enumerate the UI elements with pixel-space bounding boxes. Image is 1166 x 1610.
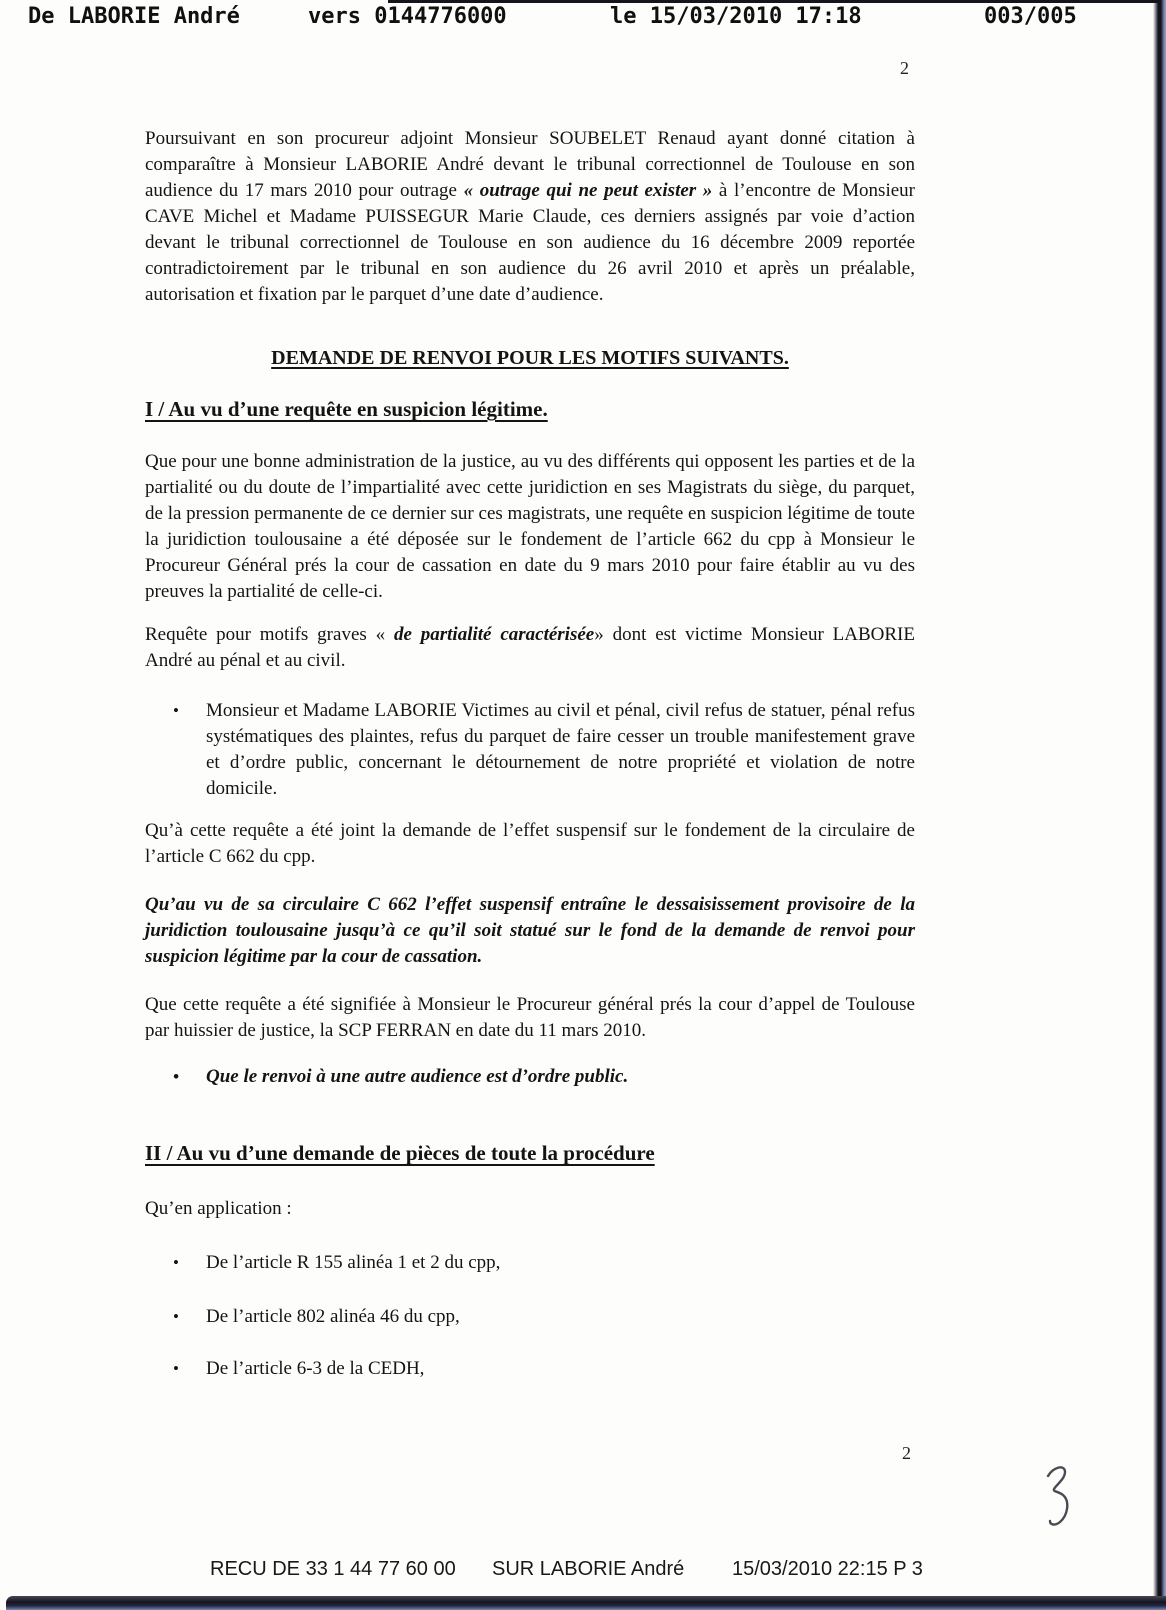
page-number-top: 2 xyxy=(900,58,909,78)
list-item-ordre-public xyxy=(145,1064,915,1090)
paragraph-signification-huissier: Que cette requête a été signifiée à Monsieur le Procureur général prés la cour d’appel de Toulouse par huissier de justice, la SCP FERRAN en date du 11 mars 2010. xyxy=(145,994,915,1041)
list-item-article-802 xyxy=(145,1304,915,1330)
paragraph-citation-text-b: à l’encontre de Monsieur CAVE Michel et Madame PUISSEGUR Marie Claude, ces derniers assignés par voie d’action devant le tribunal correctionnel de Toulouse en son audience du 16 décembre 2009 reportée contradictoirement par le tribunal en son audience du 26 avril 2010 et après un préalable, autorisation et fixation par le parquet d’une date d’audience. xyxy=(145,180,915,305)
heading-section-2: II / Au vu d’une demande de pièces de toute la procédure xyxy=(145,1141,655,1165)
heading-section-1: I / Au vu d’une requête en suspicion légitime. xyxy=(145,397,548,421)
scan-border-bottom xyxy=(6,1596,1166,1610)
paragraph-citation xyxy=(145,126,915,308)
bullet-icon: • xyxy=(173,1253,179,1272)
bullet-icon: • xyxy=(173,1307,179,1326)
paragraph-circulaire-c662: Qu’au vu de sa circulaire C 662 l’effet suspensif entraîne le dessaisissement provisoire de la juridiction toulousaine jusqu’à ce qu’il soit statué sur le fond de la demande de renvoi pour suspicion légitime par la cour de cassation. xyxy=(145,894,915,967)
bullet-icon: • xyxy=(173,1067,179,1086)
list-item-article-cedh-text: De l’article 6-3 de la CEDH, xyxy=(206,1358,425,1379)
list-item-article-802-text: De l’article 802 alinéa 46 du cpp, xyxy=(206,1306,460,1327)
page-number-bottom: 2 xyxy=(902,1443,911,1463)
scan-border-top xyxy=(388,0,1158,3)
paragraph-effet-suspensif: Qu’à cette requête a été joint la demande de l’effet suspensif sur le fondement de la circulaire de l’article C 662 du cpp. xyxy=(145,820,915,867)
bullet-icon: • xyxy=(173,1359,179,1378)
handwritten-page-mark xyxy=(1038,1462,1084,1538)
list-item-ordre-public-text: Que le renvoi à une autre audience est d’ordre public. xyxy=(206,1066,629,1087)
paragraph-citation-text-a: Poursuivant en son procureur adjoint Monsieur SOUBELET Renaud ayant donné citation à comparaître à Monsieur LABORIE André devant le tribunal correctionnel de Toulouse en son audience du 17 mars 2010 pour outrage xyxy=(145,128,915,201)
list-item-article-r155 xyxy=(145,1250,915,1276)
paragraph-bonne-administration: Que pour une bonne administration de la justice, au vu des différents qui opposent les parties et de la partialité ou du doute de l’impartialité avec cette juridiction en ses Magistrats du siège, du parquet, de la pression permanente de ce dernier sur ces magistrats, une requête en suspicion légitime de toute la juridiction toulousaine a été déposée sur le fondement de l’article 662 du cpp à Monsieur le Procureur Général prés la cour de cassation en date du 9 mars 2010 pour faire établir au vu des preuves la partialité de celle-ci. xyxy=(145,451,915,602)
list-item-victimes-text: Monsieur et Madame LABORIE Victimes au civil et pénal, civil refus de statuer, pénal refus systématiques des plaintes, refus du parquet de faire cesser un trouble manifestement grave et d’ordre public, concernant le détournement de notre propriété et violation de notre domicile. xyxy=(206,700,915,799)
list-item-article-cedh xyxy=(145,1356,915,1382)
paragraph-requete-text-b: » dont est victime Monsieur LABORIE André au pénal et au civil. xyxy=(145,624,915,671)
bullet-icon: • xyxy=(173,701,179,720)
paragraph-application: Qu’en application : xyxy=(145,1198,292,1219)
fax-recipient-number: vers 0144776000 xyxy=(308,4,507,29)
fax-sender: De LABORIE André xyxy=(28,4,240,29)
reception-name: SUR LABORIE André xyxy=(492,1558,685,1580)
list-item-victimes xyxy=(145,698,915,802)
paragraph-requete-quote: de partialité caractérisée xyxy=(393,624,595,645)
paragraph-requete-motifs xyxy=(145,622,915,674)
paragraph-requete-text-a: Requête pour motifs graves « xyxy=(145,624,394,645)
list-item-article-r155-text: De l’article R 155 alinéa 1 et 2 du cpp, xyxy=(206,1252,501,1273)
reception-timestamp: 15/03/2010 22:15 P 3 xyxy=(732,1558,923,1580)
fax-datetime: le 15/03/2010 17:18 xyxy=(610,4,862,29)
heading-demande-renvoi: DEMANDE DE RENVOI POUR LES MOTIFS SUIVANTS. xyxy=(271,347,789,369)
fax-page-count: 003/005 xyxy=(984,4,1077,29)
paragraph-citation-quote: « outrage qui ne peut exister » xyxy=(463,180,713,201)
reception-number: RECU DE 33 1 44 77 60 00 xyxy=(210,1558,456,1580)
scan-border-right xyxy=(1153,0,1166,1610)
